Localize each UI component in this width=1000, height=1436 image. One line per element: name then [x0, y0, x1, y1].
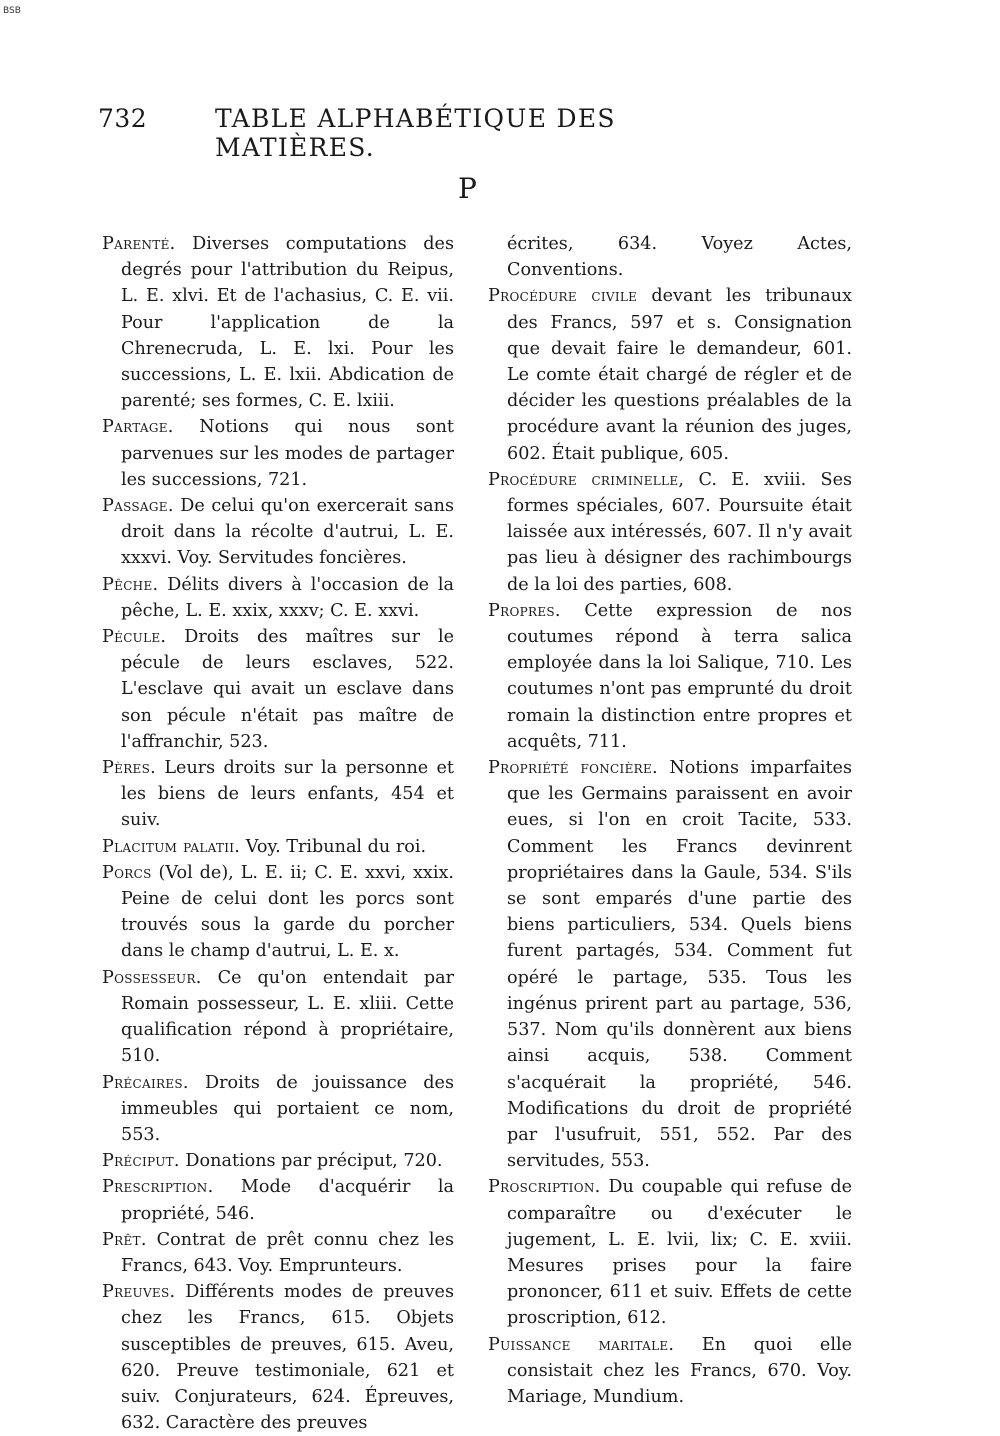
entry-head: Pêche. — [102, 574, 159, 595]
entry-head: Proscription. — [488, 1177, 601, 1198]
entry-head: Procédure criminelle, — [488, 469, 685, 490]
entry-text: Donations par préciput, 720. — [179, 1151, 443, 1172]
entry-head: Preuves. — [102, 1282, 176, 1303]
entry-text: Diverses computations des degrés pour l'attribution du Reipus, L. E. xlvi. Et de l'achasius, C. E. vii. Pour l'application de la Chrenecruda, L. E. lxi. Pour les successions, L. E. lxii. Abdication de parenté; ses formes, C. E. lxiii. — [121, 234, 454, 412]
index-entry — [102, 624, 454, 755]
library-stamp: BSB — [3, 6, 21, 16]
page-header — [98, 104, 738, 162]
entry-text: Ce qu'on entendait par Romain possesseur, L. E. xliii. Cette qualification répond à propriétaire, 510. — [121, 967, 454, 1067]
left-column — [102, 231, 454, 1436]
entry-text: (Vol de), L. E. ii; C. E. xxvi, xxix. Peine de celui dont les porcs sont trouvés sous la garde du porcher dans le champ d'autrui, L. E. x. — [121, 862, 454, 962]
index-entry — [102, 414, 454, 493]
entry-text: En quoi elle consistait chez les Francs, 670. Voy. Mariage, Mundium. — [507, 1334, 852, 1407]
entry-head: Prescription. — [102, 1177, 214, 1198]
entry-head: Passage. — [102, 496, 174, 517]
index-entry — [488, 467, 852, 598]
section-letter: P — [458, 172, 477, 205]
entry-head: Propriété foncière. — [488, 758, 658, 779]
entry-head: Procédure civile — [488, 286, 638, 307]
index-entry-continuation — [488, 231, 852, 283]
entry-text: Mode d'acquérir la propriété, 546. — [121, 1177, 454, 1224]
entry-text: Voy. Tribunal du roi. — [240, 836, 427, 857]
index-entry — [102, 965, 454, 1070]
index-entry — [102, 1148, 454, 1174]
entry-head: Partage. — [102, 417, 174, 438]
index-entry — [102, 231, 454, 414]
entry-text: Leurs droits sur la personne et les biens de leurs enfants, 454 et suiv. — [121, 758, 454, 831]
index-entry — [488, 598, 852, 755]
entry-text: devant les tribunaux des Francs, 597 et s. Consignation que devait faire le demandeur, 601. Le comte était chargé de régler et de décider les questions préalables de la procédure avant la réunion des juges, 602. Était publique, 605. — [507, 286, 853, 464]
entry-head: Précaires. — [102, 1072, 189, 1093]
running-title: TABLE ALPHABÉTIQUE DES MATIÈRES. — [215, 104, 616, 162]
entry-text: Droits de jouissance des immeubles qui portaient ce nom, 553. — [121, 1072, 454, 1145]
entry-text: Droits des maîtres sur le pécule de leurs esclaves, 522. L'esclave qui avait un esclave dans son pécule n'était pas maître de l'affranchir, 523. — [121, 627, 454, 752]
right-column — [488, 231, 852, 1410]
entry-text: écrites, 634. Voyez Actes, Conventions. — [507, 234, 852, 281]
entry-text: Cette expression de nos coutumes répond à terra salica employée dans la loi Salique, 710. Les coutumes n'ont pas emprunté du droit romain la distinction entre propres et acquêts, 711. — [507, 600, 852, 752]
entry-text: Du coupable qui refuse de comparaître ou d'exécuter le jugement, L. E. lvii, lix; C. E. xviii. Mesures prises pour la faire prononcer, 611 et suiv. Effets de cette proscription, 612. — [507, 1177, 852, 1329]
entry-head: Porcs — [102, 862, 152, 883]
entry-head: Propres. — [488, 600, 561, 621]
page-number: 732 — [98, 104, 148, 133]
index-entry — [488, 1332, 852, 1411]
index-entry — [488, 755, 852, 1174]
entry-head: Prêt. — [102, 1229, 147, 1250]
index-entry — [102, 860, 454, 965]
index-entry — [102, 1227, 454, 1279]
entry-text: C. E. xviii. Ses formes spéciales, 607. Poursuite était laissée aux intéressés, 607. Il n'y avait pas lieu à désigner des rachimbourgs de la loi des parties, 608. — [507, 469, 853, 595]
index-entry — [488, 1174, 852, 1331]
index-entry — [102, 1279, 454, 1436]
entry-head: Parenté. — [102, 234, 176, 254]
entry-text: De celui qu'on exercerait sans droit dans la récolte d'autrui, L. E. xxxvi. Voy. Servitudes foncières. — [121, 496, 454, 569]
entry-head: Pécule. — [102, 627, 167, 648]
entry-head: Pères. — [102, 758, 157, 779]
entry-text: Contrat de prêt connu chez les Francs, 643. Voy. Emprunteurs. — [121, 1229, 454, 1276]
entry-text: Notions imparfaites que les Germains paraissent en avoir eues, si l'on en croit Tacite, 533. Comment les Francs devinrent propriétaires dans la Gaule, 534. S'ils se sont emparés d'une partie des biens particuliers, 534. Quels biens furent partagés, 534. Comment fut opéré le partage, 535. Tous les ingénus prirent part au partage, 536, 537. Nom qu'ils donnèrent aux biens ainsi acquis, 538. Comment s'acquérait la propriété, 546. Modifications du droit de propriété par l'usufruit, 551, 552. Par des servitudes, 553. — [507, 758, 852, 1172]
entry-text: Délits divers à l'occasion de la pêche, L. E. xxix, xxxv; C. E. xxvi. — [121, 574, 454, 621]
index-entry — [488, 283, 852, 466]
index-entry — [102, 1070, 454, 1149]
entry-head: Préciput. — [102, 1151, 180, 1172]
entry-head: Possesseur. — [102, 967, 202, 988]
entry-text: Notions qui nous sont parvenues sur les modes de partager les successions, 721. — [121, 417, 454, 490]
index-entry — [102, 572, 454, 624]
entry-head: Puissance maritale. — [488, 1334, 675, 1355]
index-entry — [102, 493, 454, 572]
index-entry — [102, 834, 454, 860]
index-entry — [102, 755, 454, 834]
entry-head: Placitum palatii. — [102, 836, 241, 857]
entry-text: Différents modes de preuves chez les Francs, 615. Objets susceptibles de preuves, 615. Aveu, 620. Preuve testimoniale, 621 et suiv. Conjurateurs, 624. Épreuves, 632. Caractère des preuves — [121, 1282, 454, 1434]
index-entry — [102, 1174, 454, 1226]
